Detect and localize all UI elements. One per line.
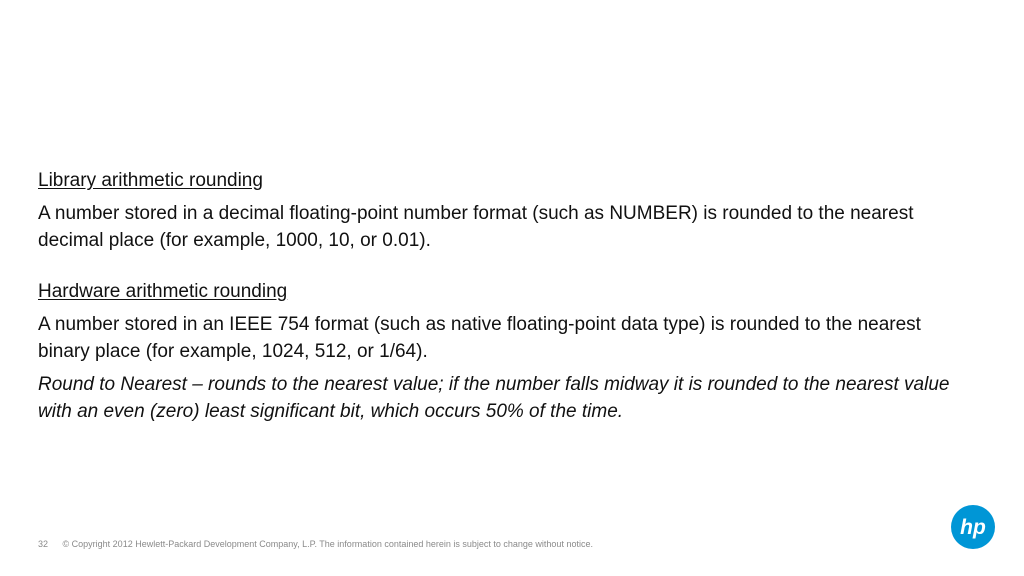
hp-logo-icon [950,504,996,550]
hardware-rounding-description: A number stored in an IEEE 754 format (such as native floating-point data type) is rounded to the nearest binary place (for example, 1024, 512, or 1/64). [38,314,921,362]
hp-logo-text: hp [960,516,986,539]
slide-body [38,168,958,425]
copyright-notice: © Copyright 2012 Hewlett-Packard Development Company, L.P. The information contained herein is subject to change without notice. [62,539,593,549]
section-spacer [38,254,958,279]
page-number: 32 [38,539,49,549]
round-to-nearest-note: Round to Nearest – rounds to the nearest value; if the number falls midway it is rounded to the nearest value with an even (zero) least significant bit, which occurs 50% of the time. [38,374,950,422]
section-heading-library: Library arithmetic rounding [38,170,263,191]
library-rounding-description: A number stored in a decimal floating-point number format (such as NUMBER) is rounded to the nearest decimal place (for example, 1000, 10, or 0.01). [38,203,914,251]
section-heading-hardware: Hardware arithmetic rounding [38,281,288,302]
slide-footer [38,539,593,549]
